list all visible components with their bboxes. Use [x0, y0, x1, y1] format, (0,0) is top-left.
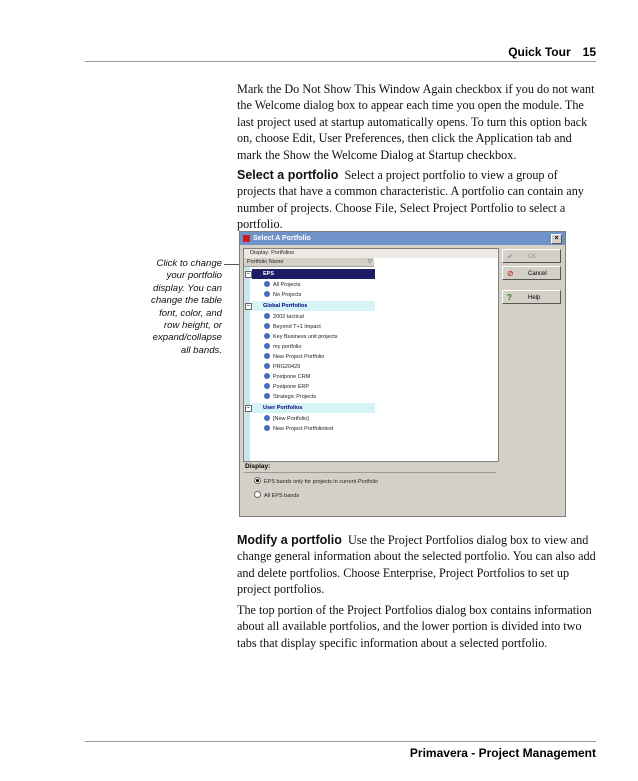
footer-rule	[85, 741, 596, 742]
portfolio-icon	[264, 333, 270, 339]
item-label: No Projects	[273, 292, 302, 298]
item-label: Strategic Projects	[273, 394, 317, 400]
list-item[interactable]	[264, 382, 309, 392]
list-item[interactable]	[264, 352, 324, 362]
cancel-icon: ⊘	[507, 269, 514, 278]
band-global-portfolios[interactable]	[247, 301, 375, 311]
portfolio-icon	[264, 313, 270, 319]
portfolio-grid	[243, 248, 499, 462]
column-header-portfolio-name[interactable]	[244, 258, 374, 267]
help-button[interactable]	[502, 290, 561, 304]
lead-select-portfolio: Select a portfolio	[237, 168, 339, 182]
list-item[interactable]	[264, 372, 310, 382]
list-item[interactable]	[264, 280, 301, 290]
checkmark-icon: ✔	[507, 252, 514, 261]
band-label: Global Portfolios	[263, 303, 308, 309]
header-rule	[85, 61, 596, 62]
portfolio-icon	[264, 323, 270, 329]
help-icon: ?	[507, 293, 512, 302]
item-label: [New Portfolio]	[273, 416, 309, 422]
band-eps[interactable]	[247, 269, 375, 279]
item-label: Postpone ERP	[273, 384, 310, 390]
portfolio-icon	[264, 343, 270, 349]
dialog-title: Select A Portfolio	[253, 235, 311, 242]
portfolio-icon	[264, 425, 270, 431]
list-item[interactable]	[264, 342, 301, 352]
collapse-toggle-icon[interactable]: −	[245, 271, 252, 278]
ok-button[interactable]	[502, 249, 561, 263]
display-portfolios-menu[interactable]: Display: Portfolios	[244, 249, 498, 258]
item-label: All Projects	[273, 282, 301, 288]
dialog-titlebar	[240, 232, 565, 245]
paragraph-select-portfolio	[237, 167, 599, 233]
portfolio-icon	[264, 281, 270, 287]
select-portfolio-dialog	[239, 231, 566, 517]
portfolio-icon	[264, 353, 270, 359]
paragraph-modify-portfolio	[237, 532, 599, 598]
item-label: Beyond T+1 Impact	[273, 324, 321, 330]
collapse-toggle-icon[interactable]: −	[245, 303, 252, 310]
display-divider	[244, 472, 496, 473]
list-item[interactable]	[264, 392, 316, 402]
help-label: Help	[528, 295, 541, 301]
display-section-label: Display:	[245, 463, 271, 470]
callout-note: Click to change your portfolio display. You can change the table font, color, and row height, or expand/collapse all bands.	[151, 258, 222, 356]
band-label: User Portfolios	[263, 405, 303, 411]
list-item[interactable]	[264, 312, 304, 322]
radio-all-eps[interactable]	[254, 491, 299, 500]
item-label: Key Business unit projects	[273, 334, 338, 340]
radio-eps-current[interactable]	[254, 477, 378, 486]
band-label: EPS	[263, 271, 275, 277]
column-header-label: Portfolio Name	[247, 259, 284, 265]
lead-modify-portfolio: Modify a portfolio	[237, 533, 342, 547]
body-modify-portfolio: Use the Project Portfolios dialog box to view and change general information about the selected portfolio. You can also add and delete portfolios. Choose Enterprise, Project Portfolios to set up project portfolios.	[237, 533, 596, 597]
radio-selected-icon	[254, 477, 261, 484]
body-select-portfolio: Select a project portfolio to view a group of projects that have a common characteristic. A portfolio can contain any number of projects. Choose File, Select Project Portfolio to select a portfolio.	[237, 168, 584, 232]
paragraph-welcome-option: Mark the Do Not Show This Window Again checkbox if you do not want the Welcome dialog box to appear each time you open the module. The last project used at startup automatically opens. To turn this option back on, choose Edit, User Preferences, then click the Application tab and mark the Show the Welcome Dialog at Startup checkbox.	[237, 82, 595, 162]
item-label: PRG20429	[273, 364, 301, 370]
portfolio-icon	[264, 393, 270, 399]
portfolio-icon	[264, 373, 270, 379]
list-item[interactable]	[264, 322, 321, 332]
section-title: Quick Tour	[508, 45, 571, 59]
ok-label: OK	[528, 254, 537, 260]
radio-unselected-icon	[254, 491, 261, 498]
list-item[interactable]	[264, 332, 338, 342]
item-label: New Project Portfoliotest	[273, 426, 334, 432]
item-label: New Project Portfolio	[273, 354, 325, 360]
list-item[interactable]	[264, 414, 309, 424]
row-gutter	[244, 267, 250, 461]
list-item[interactable]	[264, 362, 300, 372]
portfolio-icon	[264, 363, 270, 369]
item-label: 2002 tactical	[273, 314, 304, 320]
footer-title: Primavera - Project Management	[409, 746, 596, 760]
portfolio-icon	[264, 291, 270, 297]
close-button[interactable]: ×	[551, 234, 562, 244]
cancel-button[interactable]	[502, 266, 561, 280]
app-icon	[243, 235, 250, 242]
paragraph-dialog-portions: The top portion of the Project Portfolios dialog box contains information about all available portfolios, and the lower portion is divided into two tabs that display specific information about a selected portfolio.	[237, 603, 592, 650]
sort-icon[interactable]: ▽	[367, 259, 372, 265]
list-item[interactable]	[264, 424, 333, 434]
list-item[interactable]	[264, 290, 301, 300]
band-user-portfolios[interactable]	[247, 403, 375, 413]
page-number: 15	[582, 45, 596, 59]
item-label: my portfolio	[273, 344, 302, 350]
portfolio-icon	[264, 415, 270, 421]
collapse-toggle-icon[interactable]: −	[245, 405, 252, 412]
portfolio-icon	[264, 383, 270, 389]
radio-label: EPS bands only for projects in current Portfolio	[264, 479, 379, 485]
running-header	[508, 45, 596, 59]
cancel-label: Cancel	[528, 271, 547, 277]
radio-label: All EPS bands	[264, 493, 300, 499]
item-label: Postpone CRM	[273, 374, 311, 380]
